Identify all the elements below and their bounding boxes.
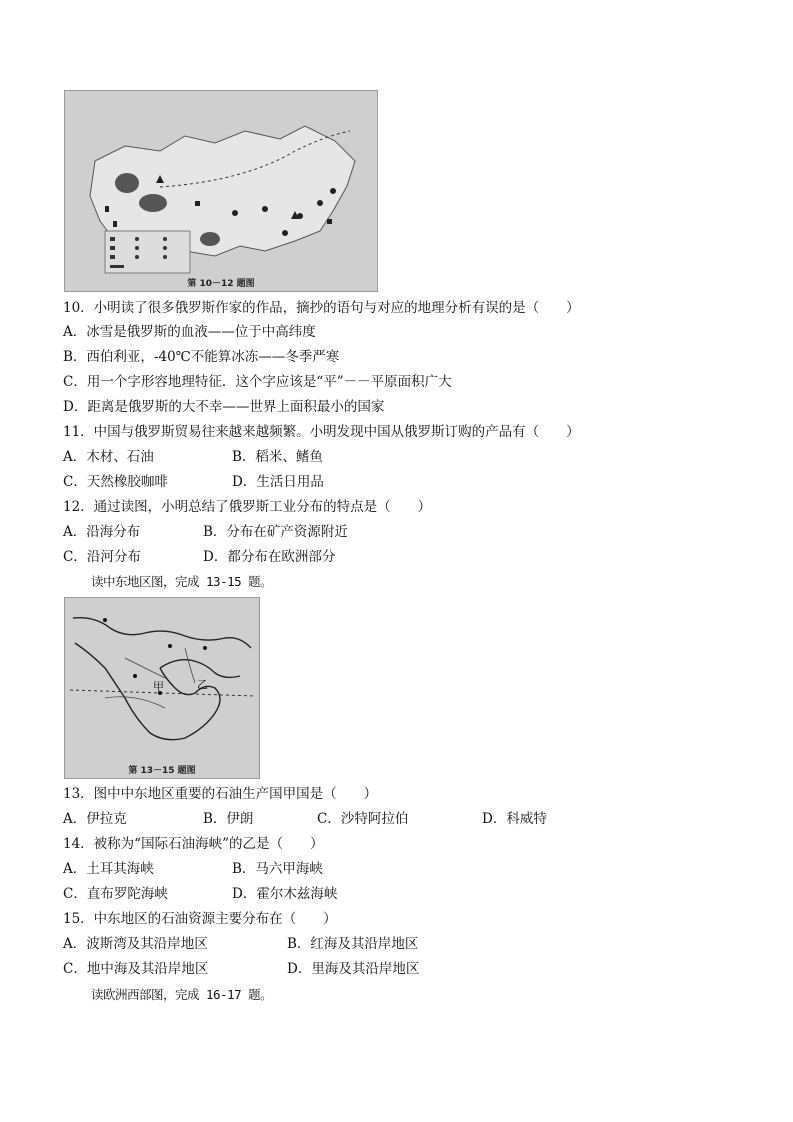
label-yi: 乙 — [197, 678, 208, 691]
middle-east-map — [65, 598, 259, 764]
question-12-option-a: A．沿海分布 — [63, 524, 141, 540]
industrial-zone — [139, 194, 167, 212]
question-12-stem: 12．通过读图，小明总结了俄罗斯工业分布的特点是（ ） — [63, 499, 432, 515]
question-11-option-b: B．稻米、鳍鱼 — [232, 449, 323, 465]
question-14-option-d: D．霍尔木兹海峡 — [232, 886, 338, 902]
question-14-stem: 14．被称为“国际石油海峡”的乙是（ ） — [63, 836, 324, 852]
question-10-option-d: D．距离是俄罗斯的大不幸——世界上面积最小的国家 — [63, 399, 385, 415]
question-13-option-b: B．伊朗 — [203, 811, 254, 827]
question-10-option-c: C．用一个字形容地理特征．这个字应该是“平”－－平原面积广大 — [63, 374, 452, 390]
question-13-option-c: C．沙特阿拉伯 — [317, 811, 409, 827]
question-10-stem: 10．小明读了很多俄罗斯作家的作品，摘抄的语句与对应的地理分析有误的是（ ） — [63, 300, 580, 316]
question-13-option-a: A．伊拉克 — [63, 811, 127, 827]
question-11-option-c: C．天然橡胶咖啡 — [63, 474, 168, 490]
question-10-option-a: A．冰雪是俄罗斯的血液——位于中高纬度 — [63, 324, 316, 340]
middle-east-map-figure — [64, 597, 260, 779]
figure-caption: 第 10－12 题图 — [187, 279, 255, 289]
question-15-option-c: C．地中海及其沿岸地区 — [63, 961, 209, 977]
question-11-stem: 11．中国与俄罗斯贸易往来越来越频繁。小明发现中国从俄罗斯订购的产品有（ ） — [63, 424, 580, 440]
label-jia: 甲 — [153, 680, 164, 693]
instruction-13-15: 读中东地区图，完成 13-15 题。 — [91, 574, 273, 589]
question-15-stem: 15．中东地区的石油资源主要分布在（ ） — [63, 911, 337, 927]
industrial-zone — [200, 232, 220, 246]
question-14-option-c: C．直布罗陀海峡 — [63, 886, 168, 902]
figure-caption: 第 13－15 题图 — [128, 766, 196, 776]
question-12-option-b: B．分布在矿产资源附近 — [203, 524, 348, 540]
question-15-option-a: A．波斯湾及其沿岸地区 — [63, 936, 208, 952]
question-13-stem: 13．图中中东地区重要的石油生产国甲国是（ ） — [63, 786, 378, 802]
question-12-option-d: D．都分布在欧洲部分 — [203, 549, 336, 565]
industrial-zone — [115, 173, 139, 193]
instruction-16-17: 读欧洲西部图，完成 16-17 题。 — [91, 987, 273, 1002]
question-12-option-c: C．沿河分布 — [63, 549, 141, 565]
question-10-option-b: B．西伯利亚，-40℃不能算冰冻——冬季严寒 — [63, 349, 340, 365]
russia-map-figure — [64, 90, 378, 292]
question-11-option-a: A．木材、石油 — [63, 449, 154, 465]
question-15-option-b: B．红海及其沿岸地区 — [287, 936, 419, 952]
question-11-option-d: D．生活日用品 — [232, 474, 324, 490]
question-13-option-d: D．科威特 — [482, 811, 547, 827]
russia-map — [65, 91, 377, 279]
question-14-option-b: B．马六甲海峡 — [232, 861, 323, 877]
question-14-option-a: A．土耳其海峡 — [63, 861, 154, 877]
question-15-option-d: D．里海及其沿岸地区 — [287, 961, 420, 977]
